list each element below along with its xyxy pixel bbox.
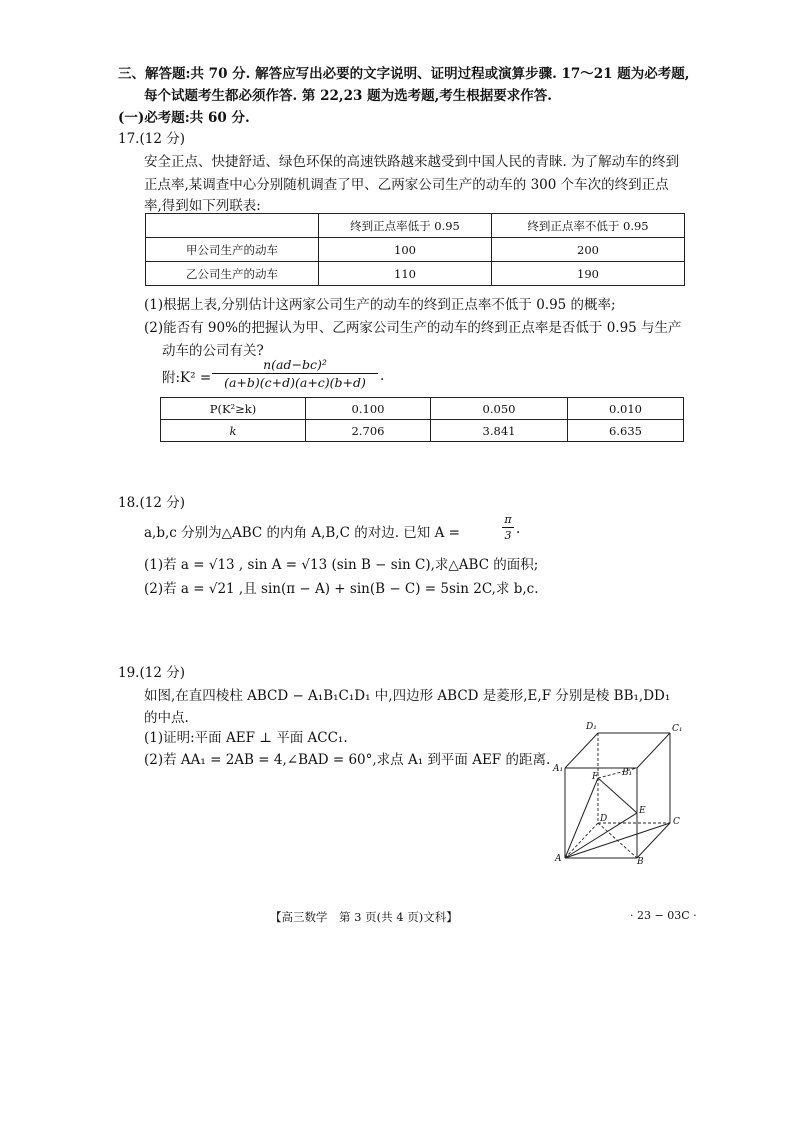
table-cell: 甲公司生产的动车 xyxy=(146,238,319,262)
q19-header: 19.(12 分) xyxy=(118,665,185,681)
formula-numerator: n(ad−bc)² xyxy=(263,357,327,372)
hidden-edge-db xyxy=(598,823,637,858)
critical-value-table xyxy=(160,397,684,442)
table-cell: 110 xyxy=(319,262,492,286)
q17-intro-2: 正点率,某调查中心分别随机调查了甲、乙两家公司生产的动车的 300 个车次的终到正点 xyxy=(144,177,669,193)
q19-part-1: (1)证明:平面 AEF ⊥ 平面 ACC₁. xyxy=(144,730,348,746)
q19-part-2: (2)若 AA₁ = 2AB = 4,∠BAD = 60°,求点 A₁ 到平面 AEF 的距离. xyxy=(144,752,551,768)
label-f: F xyxy=(592,772,599,782)
q18-intro-end: . xyxy=(516,521,521,537)
label-d: D xyxy=(600,814,608,824)
table-cell: 6.635 xyxy=(568,420,684,442)
section-line1: 三、解答题:共 70 分. 解答应写出必要的文字说明、证明过程或演算步骤. 17～21 题为必考题, xyxy=(118,66,690,82)
label-c1: C₁ xyxy=(672,724,683,734)
page-footer: 【高三数学 第 3 页(共 4 页)文科】 xyxy=(270,910,458,924)
line-af xyxy=(565,778,598,858)
contingency-table xyxy=(145,213,685,286)
table-cell: P(K²≥k) xyxy=(161,398,306,420)
edge-a1d1 xyxy=(565,733,598,768)
label-e: E xyxy=(639,806,646,816)
k2-formula xyxy=(212,357,378,390)
table-cell: 3.841 xyxy=(431,420,568,442)
table-header-cell: 终到正点率低于 0.95 xyxy=(319,214,492,238)
table-cell: 2.706 xyxy=(306,420,431,442)
q18-intro: a,b,c 分别为△ABC 的内角 A,B,C 的对边. 已知 A = xyxy=(144,525,460,541)
label-b: B xyxy=(637,857,644,867)
table-cell: 乙公司生产的动车 xyxy=(146,262,319,286)
label-d1: D₁ xyxy=(586,722,597,732)
angle-fraction xyxy=(502,513,514,542)
table-header-cell xyxy=(146,214,319,238)
q17-intro-1: 安全正点、快捷舒适、绿色环保的高速铁路越来越受到中国人民的青睐. 为了解动车的终到 xyxy=(144,154,680,170)
section-line2: 每个试题考生都必须作答. 第 22,23 题为选考题,考生根据要求作答. xyxy=(144,88,552,104)
label-a1: A₁ xyxy=(553,764,564,774)
table-header-cell: 终到正点率不低于 0.95 xyxy=(492,214,685,238)
q17-header: 17.(12 分) xyxy=(118,131,185,147)
table-cell: 0.050 xyxy=(431,398,568,420)
table-cell: 200 xyxy=(492,238,685,262)
edge-c1b1 xyxy=(637,733,670,768)
table-row xyxy=(161,420,684,442)
fraction-numerator: π xyxy=(504,513,512,526)
page-code: · 23 − 03C · xyxy=(630,909,697,922)
fraction-denominator: 3 xyxy=(504,529,512,542)
q17-part-1: (1)根据上表,分别估计这两家公司生产的动车的终到正点率不低于 0.95 的概率; xyxy=(144,297,616,313)
q18-part-1: (1)若 a = √13 , sin A = √13 (sin B − sin C),求△ABC 的面积; xyxy=(144,557,539,573)
table-row xyxy=(161,398,684,420)
line-fe xyxy=(598,778,637,813)
prism-figure xyxy=(550,718,690,868)
formula-end: . xyxy=(380,368,385,384)
label-c: C xyxy=(673,817,680,827)
table-cell: k xyxy=(161,420,306,442)
section-sub: (一)必考题:共 60 分. xyxy=(118,110,250,126)
q18-header: 18.(12 分) xyxy=(118,495,185,511)
table-row xyxy=(146,238,685,262)
table-cell: 0.100 xyxy=(306,398,431,420)
table-cell: 0.010 xyxy=(568,398,684,420)
table-cell: 100 xyxy=(319,238,492,262)
table-header-row xyxy=(146,214,685,238)
formula-denominator: (a+b)(c+d)(a+c)(b+d) xyxy=(224,375,366,390)
label-a: A xyxy=(555,854,562,864)
table-row xyxy=(146,262,685,286)
label-b1: B₁ xyxy=(622,768,633,778)
q17-intro-3: 率,得到如下列联表: xyxy=(144,198,261,214)
formula-prefix: 附:K² = xyxy=(162,370,212,386)
q19-intro-1: 如图,在直四棱柱 ABCD − A₁B₁C₁D₁ 中,四边形 ABCD 是菱形,E,F 分别是棱 BB₁,DD₁ xyxy=(144,688,671,704)
q18-part-2: (2)若 a = √21 ,且 sin(π − A) + sin(B − C) = 5sin 2C,求 b,c. xyxy=(144,581,539,597)
q17-part-2b: 动车的公司有关? xyxy=(162,343,264,359)
table-cell: 190 xyxy=(492,262,685,286)
q17-part-2a: (2)能否有 90%的把握认为甲、乙两家公司生产的动车的终到正点率是否低于 0.95 与生产 xyxy=(144,320,682,336)
q19-intro-2: 的中点. xyxy=(144,710,189,726)
